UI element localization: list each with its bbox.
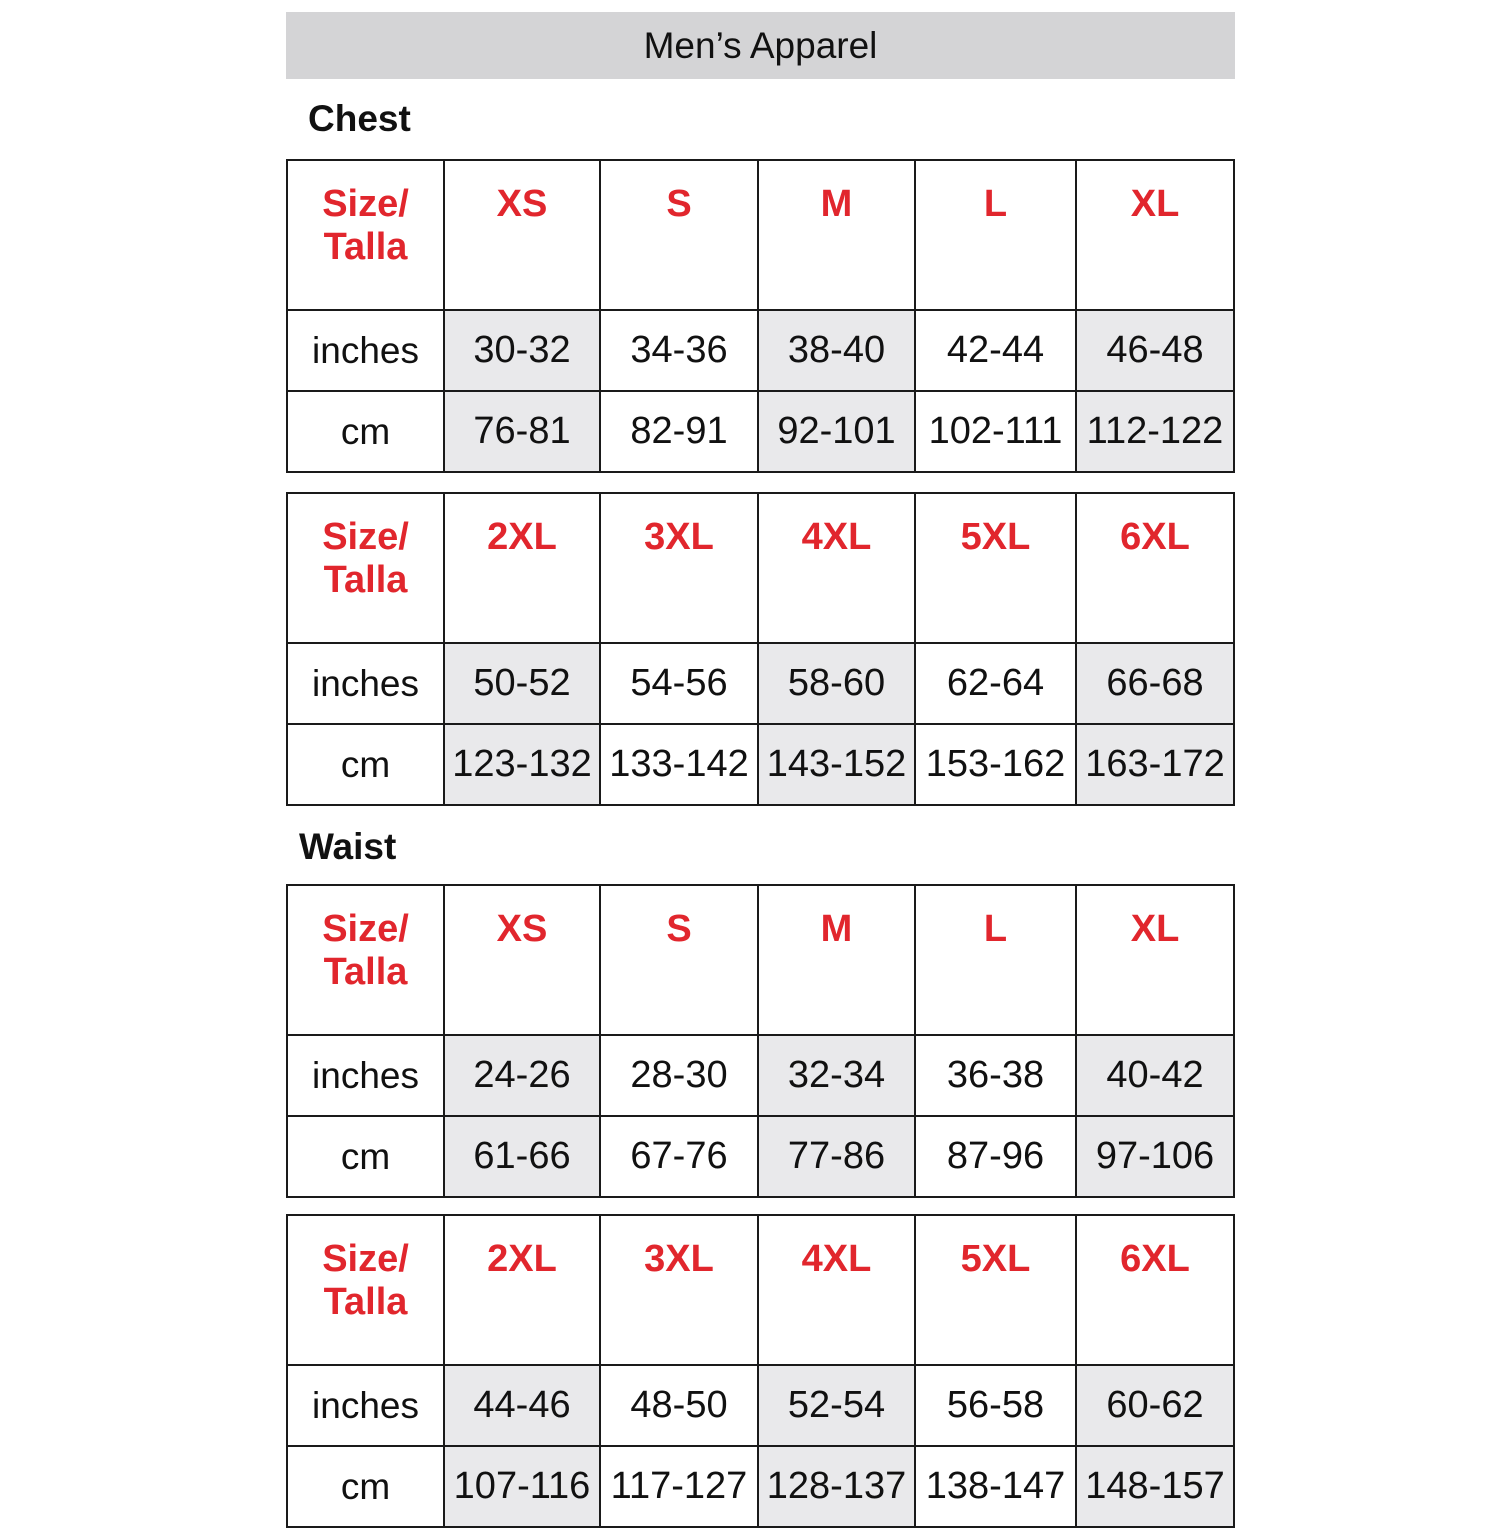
- cm-value-cell: 82-91: [600, 391, 758, 472]
- inches-value-cell: 48-50: [600, 1365, 758, 1446]
- cm-row: [287, 391, 1234, 472]
- size-table: [286, 1214, 1235, 1528]
- size-header-cell: 4XL: [758, 1215, 915, 1365]
- size-header-row: [287, 160, 1234, 310]
- cm-row-label: cm: [287, 724, 444, 805]
- cm-value-cell: 67-76: [600, 1116, 758, 1197]
- inches-value-cell: 24-26: [444, 1035, 600, 1116]
- inches-row: [287, 310, 1234, 391]
- inches-value-cell: 42-44: [915, 310, 1076, 391]
- cm-row: [287, 1446, 1234, 1527]
- size-header-label: Size/ Talla: [287, 160, 444, 310]
- size-header-cell: 2XL: [444, 493, 600, 643]
- cm-value-cell: 123-132: [444, 724, 600, 805]
- size-header-cell: XL: [1076, 160, 1234, 310]
- inches-value-cell: 44-46: [444, 1365, 600, 1446]
- cm-value-cell: 143-152: [758, 724, 915, 805]
- size-header-cell: 3XL: [600, 1215, 758, 1365]
- size-header-cell: 3XL: [600, 493, 758, 643]
- size-header-cell: L: [915, 160, 1076, 310]
- cm-value-cell: 128-137: [758, 1446, 915, 1527]
- size-header-row: [287, 493, 1234, 643]
- size-header-cell: XL: [1076, 885, 1234, 1035]
- cm-row: [287, 724, 1234, 805]
- section-title-waist: Waist: [299, 826, 397, 867]
- cm-value-cell: 138-147: [915, 1446, 1076, 1527]
- inches-value-cell: 52-54: [758, 1365, 915, 1446]
- cm-value-cell: 102-111: [915, 391, 1076, 472]
- size-table: [286, 884, 1235, 1198]
- size-header-cell: 5XL: [915, 493, 1076, 643]
- inches-value-cell: 56-58: [915, 1365, 1076, 1446]
- size-header-cell: S: [600, 885, 758, 1035]
- size-table: [286, 159, 1235, 473]
- inches-value-cell: 50-52: [444, 643, 600, 724]
- size-header-cell: 5XL: [915, 1215, 1076, 1365]
- cm-value-cell: 153-162: [915, 724, 1076, 805]
- size-header-cell: M: [758, 160, 915, 310]
- size-header-cell: 4XL: [758, 493, 915, 643]
- cm-value-cell: 97-106: [1076, 1116, 1234, 1197]
- inches-row-label: inches: [287, 310, 444, 391]
- size-table: [286, 492, 1235, 806]
- cm-value-cell: 148-157: [1076, 1446, 1234, 1527]
- inches-value-cell: 28-30: [600, 1035, 758, 1116]
- size-header-cell: S: [600, 160, 758, 310]
- size-header-cell: 2XL: [444, 1215, 600, 1365]
- inches-value-cell: 46-48: [1076, 310, 1234, 391]
- size-header-cell: 6XL: [1076, 1215, 1234, 1365]
- inches-value-cell: 32-34: [758, 1035, 915, 1116]
- size-header-row: [287, 1215, 1234, 1365]
- inches-value-cell: 36-38: [915, 1035, 1076, 1116]
- inches-value-cell: 60-62: [1076, 1365, 1234, 1446]
- cm-value-cell: 61-66: [444, 1116, 600, 1197]
- inches-value-cell: 40-42: [1076, 1035, 1234, 1116]
- inches-value-cell: 62-64: [915, 643, 1076, 724]
- inches-value-cell: 30-32: [444, 310, 600, 391]
- size-header-label: Size/ Talla: [287, 885, 444, 1035]
- inches-row-label: inches: [287, 1365, 444, 1446]
- cm-value-cell: 87-96: [915, 1116, 1076, 1197]
- size-header-label: Size/ Talla: [287, 493, 444, 643]
- inches-row: [287, 1365, 1234, 1446]
- cm-value-cell: 163-172: [1076, 724, 1234, 805]
- section-title-chest: Chest: [308, 98, 411, 139]
- cm-row-label: cm: [287, 1116, 444, 1197]
- page-title: Men’s Apparel: [643, 24, 878, 66]
- inches-value-cell: 38-40: [758, 310, 915, 391]
- size-header-cell: 6XL: [1076, 493, 1234, 643]
- cm-value-cell: 112-122: [1076, 391, 1234, 472]
- cm-value-cell: 117-127: [600, 1446, 758, 1527]
- size-header-cell: M: [758, 885, 915, 1035]
- inches-row: [287, 643, 1234, 724]
- cm-value-cell: 92-101: [758, 391, 915, 472]
- inches-value-cell: 58-60: [758, 643, 915, 724]
- inches-row: [287, 1035, 1234, 1116]
- cm-value-cell: 76-81: [444, 391, 600, 472]
- inches-row-label: inches: [287, 1035, 444, 1116]
- cm-row: [287, 1116, 1234, 1197]
- size-header-cell: XS: [444, 885, 600, 1035]
- cm-value-cell: 107-116: [444, 1446, 600, 1527]
- size-header-cell: L: [915, 885, 1076, 1035]
- inches-value-cell: 54-56: [600, 643, 758, 724]
- cm-value-cell: 77-86: [758, 1116, 915, 1197]
- cm-value-cell: 133-142: [600, 724, 758, 805]
- cm-row-label: cm: [287, 391, 444, 472]
- size-header-cell: XS: [444, 160, 600, 310]
- size-header-label: Size/ Talla: [287, 1215, 444, 1365]
- inches-value-cell: 66-68: [1076, 643, 1234, 724]
- size-header-row: [287, 885, 1234, 1035]
- cm-row-label: cm: [287, 1446, 444, 1527]
- inches-value-cell: 34-36: [600, 310, 758, 391]
- inches-row-label: inches: [287, 643, 444, 724]
- page-title-banner: [286, 12, 1235, 79]
